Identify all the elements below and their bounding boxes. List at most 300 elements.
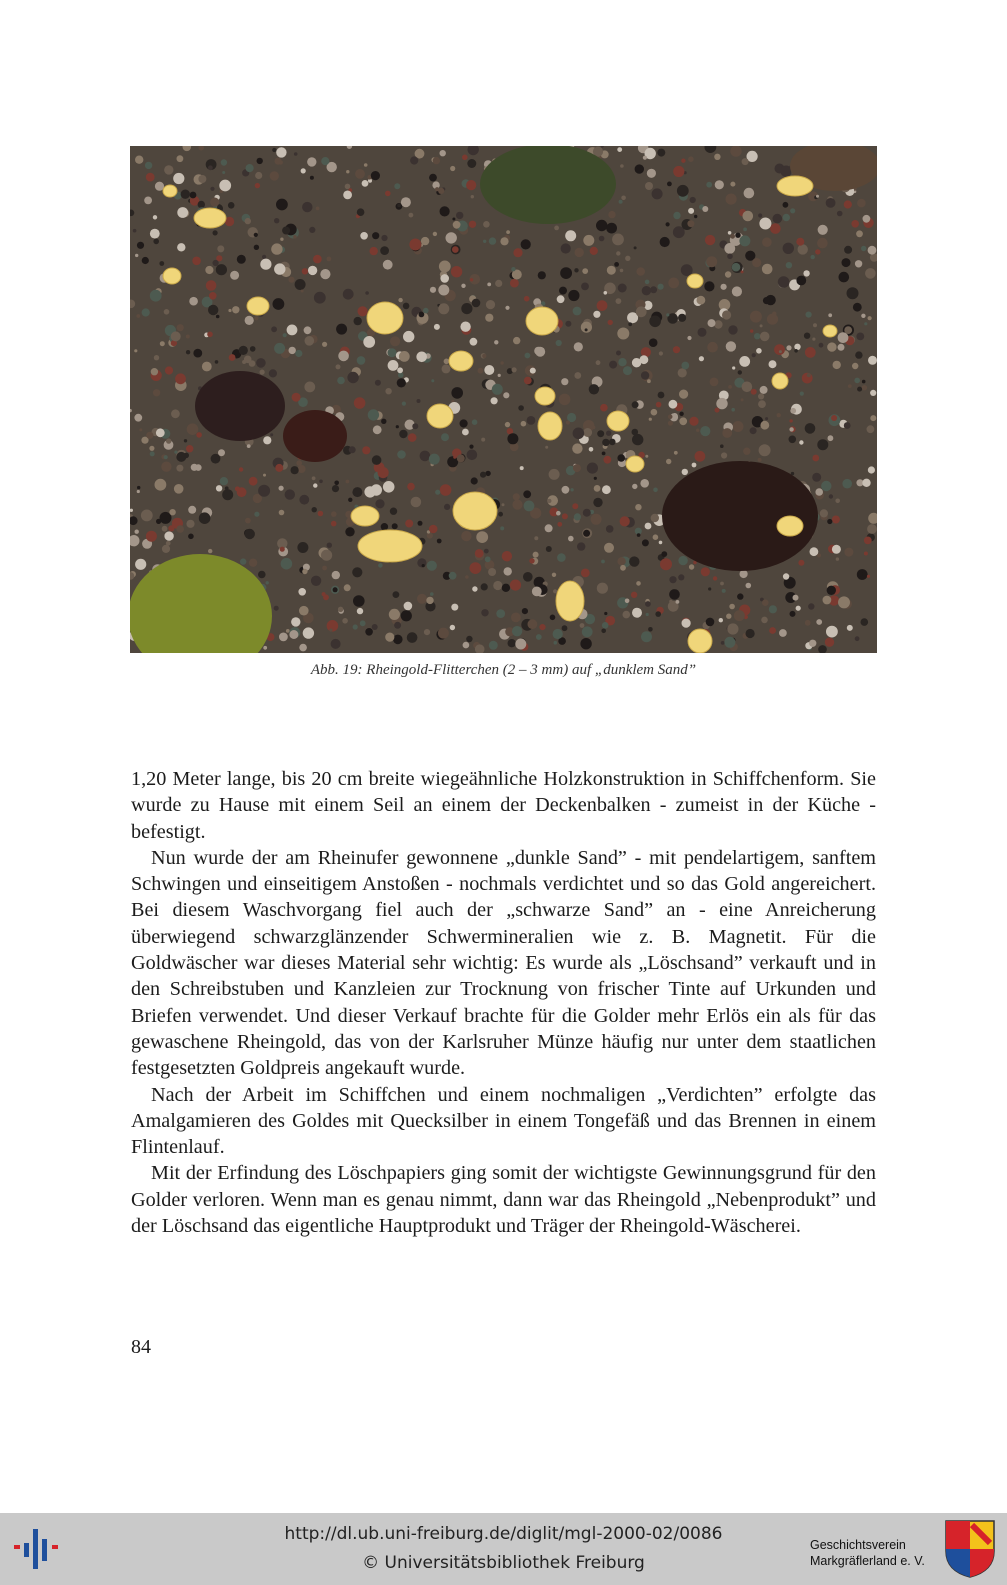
sand-grain [816, 195, 819, 198]
sand-grain [271, 326, 277, 332]
sand-grain [673, 166, 684, 177]
sand-grain [345, 184, 351, 190]
sand-grain [467, 450, 478, 461]
sand-grain [318, 511, 324, 517]
sand-grain [322, 342, 327, 347]
sand-grain [388, 360, 399, 371]
sand-grain [580, 638, 591, 649]
sand-grain [156, 428, 165, 437]
sand-grain [676, 600, 680, 604]
sand-grain [352, 487, 362, 497]
sand-grain [819, 343, 824, 348]
sand-grain [512, 626, 522, 636]
sand-grain [835, 499, 840, 504]
gold-flake [777, 516, 803, 536]
sand-grain [134, 349, 137, 352]
sand-grain [645, 455, 648, 458]
sand-grain [502, 551, 512, 561]
sand-grain [682, 619, 691, 628]
gold-flake [607, 411, 629, 431]
sand-grain [656, 402, 662, 408]
sand-grain [389, 609, 400, 620]
sand-grain [281, 558, 293, 570]
sand-grain [602, 439, 609, 446]
sand-grain [242, 360, 246, 364]
sand-grain [762, 237, 772, 247]
sand-grain [629, 556, 639, 566]
sand-grain [763, 297, 770, 304]
sand-grain [698, 328, 707, 337]
sand-grain [800, 392, 804, 396]
sand-grain [580, 623, 585, 628]
sand-grain [342, 618, 348, 624]
sand-grain [385, 633, 394, 642]
sand-grain [338, 607, 343, 612]
sand-grain [741, 398, 744, 401]
sand-grain [435, 490, 440, 495]
sand-grain [521, 239, 531, 249]
sand-grain [641, 371, 649, 379]
sand-grain [589, 384, 599, 394]
sand-grain [156, 519, 161, 524]
sand-grain [355, 169, 365, 179]
sand-grain [407, 632, 418, 643]
sand-grain [397, 378, 406, 387]
sand-grain [371, 171, 380, 180]
sand-grain [861, 314, 865, 318]
sand-grain [184, 439, 187, 442]
sand-grain [447, 456, 458, 467]
sand-grain [161, 462, 171, 472]
sand-grain [870, 415, 876, 421]
sand-grain [396, 425, 399, 428]
sand-grain [399, 430, 407, 438]
sand-grain [457, 454, 465, 462]
sand-grain [254, 512, 259, 517]
sand-grain [288, 277, 294, 283]
sand-grain [403, 331, 414, 342]
sand-grain [557, 553, 566, 562]
sand-grain [362, 180, 369, 187]
sand-grain [274, 343, 285, 354]
sand-grain [604, 456, 612, 464]
sand-grain [451, 604, 458, 611]
sand-grain [606, 431, 611, 436]
sand-grain [714, 154, 720, 160]
sand-grain [769, 360, 777, 368]
sand-grain [708, 587, 711, 590]
sand-grain [844, 200, 852, 208]
paragraph: Nun wurde der am Rheinufer gewonnene „dunkle Sand” - mit pendelartigem, sanftem Schwingen und einseitigem Anstoßen - nochmals verdichtet und so das Gold angereichert. Bei diesem Waschvorgang fiel auch der „schwarze Sand” an - eine Anreicherung überwiegend schwarzglänzender Schwermineralien wie z. B. Magnetit. Für die Goldwäscher war dieses Material sehr wichtig: Es wurde als „Löschsand” verkauft und in den Schreibstuben und Kanzleien zur Trocknung von frischer Tinte auf Urkunden und Briefen verwendet. Und dieser Verkauf brachte für die Golder mehr Erlös ein als für das gewaschene Rheingold, das von der Karlsruher Münze häufig nur unter dem staatlichen festgesetzten Goldpreis angekauft wurde. [131, 846, 876, 1080]
sand-grain [216, 315, 220, 319]
sand-grain [825, 638, 834, 647]
sand-grain [817, 238, 828, 249]
sand-grain [286, 629, 290, 633]
sand-grain [583, 428, 592, 437]
sand-image [130, 146, 877, 653]
sand-grain [856, 333, 864, 341]
sand-grain [659, 351, 663, 355]
sand-grain [266, 581, 269, 584]
sand-grain [616, 251, 620, 255]
sand-grain [512, 500, 522, 510]
sand-grain [762, 599, 769, 606]
sand-grain [625, 256, 630, 261]
sand-grain [427, 561, 437, 571]
sand-grain [812, 455, 819, 462]
sand-grain [438, 303, 449, 314]
sand-grain [678, 314, 686, 322]
sand-grain [706, 182, 712, 188]
sand-grain [390, 336, 400, 346]
sand-grain [673, 346, 680, 353]
sand-grain [149, 446, 154, 451]
sand-grain [863, 215, 871, 223]
sand-grain [573, 464, 581, 472]
gold-flake [538, 412, 562, 440]
sand-grain [368, 409, 379, 420]
sand-grain [438, 628, 449, 639]
sand-grain [235, 486, 240, 491]
sand-grain [827, 342, 836, 351]
sand-grain [411, 497, 422, 508]
sand-grain [309, 227, 315, 233]
sand-grain [135, 530, 139, 534]
sand-grain [726, 614, 731, 619]
sand-grain [556, 340, 562, 346]
sand-grain [256, 358, 266, 368]
sand-grain [338, 351, 349, 362]
sand-grain [502, 503, 505, 506]
sand-grain [449, 572, 457, 580]
sand-grain [354, 317, 362, 325]
sand-grain [594, 485, 601, 492]
sand-grain [618, 358, 626, 366]
gold-flake [427, 404, 453, 428]
sand-grain [193, 349, 202, 358]
sand-grain [562, 513, 568, 519]
sand-grain [332, 485, 339, 492]
sand-grain [828, 313, 832, 317]
sand-grain [137, 490, 140, 493]
sand-grain [735, 233, 740, 238]
society-name-line: Geschichtsverein [810, 1538, 906, 1552]
sand-grain [287, 325, 298, 336]
sand-grain [465, 575, 469, 579]
sand-grain [321, 550, 332, 561]
sand-grain [642, 286, 651, 295]
sand-grain [573, 307, 582, 316]
sand-grain [221, 159, 227, 165]
sand-grain [847, 287, 859, 299]
sand-grain [291, 466, 299, 474]
sand-grain [472, 586, 477, 591]
sand-grain [694, 215, 697, 218]
sand-grain [186, 520, 194, 528]
sand-grain [442, 364, 451, 373]
sand-grain [462, 429, 469, 436]
sand-grain [868, 316, 872, 320]
sand-grain [593, 498, 602, 507]
sand-grain [298, 588, 306, 596]
sand-grain [657, 149, 665, 157]
sand-grain [503, 392, 509, 398]
sand-grain [617, 147, 622, 152]
sand-grain [721, 641, 725, 645]
sand-grain [144, 197, 152, 205]
sand-grain [430, 592, 434, 596]
sand-grain [790, 611, 796, 617]
sand-grain [218, 449, 225, 456]
sand-grain [704, 281, 714, 291]
sand-grain [729, 604, 735, 610]
sand-grain [722, 589, 726, 593]
sand-grain [820, 509, 828, 517]
sand-grain [658, 284, 664, 290]
sand-grain [623, 611, 631, 619]
sand-grain [837, 211, 843, 217]
sand-grain [553, 589, 557, 593]
sand-grain [625, 599, 630, 604]
sand-grain [678, 556, 687, 565]
sand-grain [162, 526, 168, 532]
sand-grain [393, 635, 403, 645]
sand-grain [623, 366, 632, 375]
sand-grain [402, 402, 406, 406]
sand-grain [760, 324, 763, 327]
sand-grain [593, 311, 600, 318]
body-text [131, 766, 876, 1239]
sand-grain [690, 197, 696, 203]
sand-grain [546, 546, 552, 552]
sand-grain [807, 373, 811, 377]
sand-grain [494, 340, 498, 344]
sand-grain [169, 509, 175, 515]
sand-grain [589, 447, 594, 452]
sand-grain [136, 314, 140, 318]
sand-grain [462, 155, 468, 161]
sand-grain [574, 342, 583, 351]
permalink-url[interactable]: http://dl.ub.uni-freiburg.de/diglit/mgl-2000-02/0086 [284, 1524, 723, 1544]
sand-grain [520, 466, 524, 470]
sand-grain [456, 212, 463, 219]
sand-grain [210, 187, 214, 191]
sand-grain [478, 368, 484, 374]
sand-grain [746, 583, 752, 589]
sand-grain [482, 354, 486, 358]
sand-grain [647, 379, 651, 383]
sand-grain [716, 398, 727, 409]
sand-grain [472, 299, 481, 308]
sand-grain [668, 278, 679, 289]
sand-grain [758, 458, 762, 462]
sand-grain [510, 580, 521, 591]
sand-grain [620, 516, 630, 526]
sand-grain [394, 622, 401, 629]
sand-grain [842, 479, 852, 489]
gold-flake [535, 387, 555, 405]
sand-grain [372, 232, 379, 239]
sand-grain [276, 147, 286, 157]
sand-grain [673, 212, 680, 219]
sand-grain [770, 223, 781, 234]
sand-grain [209, 292, 217, 300]
sand-grain [495, 280, 502, 287]
sand-grain [513, 248, 522, 257]
sand-grain [524, 501, 535, 512]
sand-grain [343, 289, 354, 300]
sand-grain [292, 393, 301, 402]
sand-grain [276, 199, 288, 211]
sand-grain [786, 345, 791, 350]
sand-grain [257, 158, 263, 164]
sand-grain [381, 523, 388, 530]
sand-grain [742, 382, 753, 393]
gold-flakes-photo [130, 146, 877, 653]
sand-grain [806, 312, 812, 318]
sand-grain [706, 256, 717, 267]
sand-grain [667, 182, 672, 187]
gold-flake [194, 208, 226, 228]
sand-grain [868, 246, 877, 255]
sand-grain [634, 246, 637, 249]
sand-grain [206, 280, 217, 291]
sand-grain [817, 439, 828, 450]
sand-grain [661, 551, 667, 557]
sand-grain [299, 606, 309, 616]
sand-grain [838, 596, 850, 608]
sand-grain [574, 513, 581, 520]
sand-grain [139, 428, 142, 431]
sand-grain [812, 338, 815, 341]
sand-grain [210, 198, 219, 207]
sand-grain [512, 367, 517, 372]
sand-grain [827, 586, 836, 595]
sand-grain [302, 569, 307, 574]
sand-grain [752, 353, 756, 357]
sand-grain [187, 423, 199, 435]
sand-grain [186, 445, 193, 452]
sand-grain [720, 444, 724, 448]
sand-grain [581, 569, 590, 578]
sand-grain [549, 469, 560, 480]
sand-grain [177, 155, 184, 162]
sand-grain [754, 333, 760, 339]
gold-flake [687, 274, 703, 288]
sand-grain [868, 356, 877, 365]
sand-grain [378, 563, 383, 568]
sand-grain [596, 220, 607, 231]
sand-grain [565, 321, 571, 327]
sand-grain [575, 248, 584, 257]
sand-grain [199, 512, 211, 524]
sand-grain [838, 332, 849, 343]
sand-grain [177, 243, 185, 251]
sand-grain [302, 268, 308, 274]
sand-grain [818, 225, 828, 235]
sand-grain [590, 247, 598, 255]
sand-grain [741, 270, 744, 273]
sand-grain [864, 322, 867, 325]
sand-grain [154, 355, 159, 360]
sand-grain [511, 267, 515, 271]
sand-grain [732, 366, 735, 369]
sand-grain [778, 276, 790, 288]
sand-grain [815, 249, 820, 254]
sand-grain [557, 522, 562, 527]
sand-grain [424, 629, 430, 635]
sand-grain [867, 425, 875, 433]
sand-grain [653, 534, 659, 540]
sand-grain [600, 404, 608, 412]
sand-grain [510, 279, 519, 288]
sand-grain [659, 541, 663, 545]
sand-grain [186, 335, 190, 339]
sand-grain [669, 400, 678, 409]
sand-grain [783, 243, 794, 254]
sand-grain [635, 164, 644, 173]
sand-grain [606, 525, 614, 533]
sand-grain [560, 267, 572, 279]
sand-grain [847, 625, 853, 631]
sand-grain [470, 338, 478, 346]
sand-grain [483, 221, 490, 228]
sand-grain [701, 567, 710, 576]
sand-grain [844, 246, 852, 254]
sand-grain [515, 639, 526, 650]
sand-grain [171, 409, 180, 418]
sand-grain [280, 238, 283, 241]
sand-grain [346, 170, 349, 173]
sand-grain [216, 457, 220, 461]
sand-grain [249, 477, 258, 486]
sand-grain [789, 436, 797, 444]
sand-grain [794, 344, 800, 350]
sand-grain [208, 305, 218, 315]
sand-grain [554, 226, 559, 231]
sand-grain [666, 222, 670, 226]
sand-grain [489, 641, 498, 650]
sand-grain [582, 268, 588, 274]
sand-grain [783, 573, 789, 579]
sand-grain [695, 451, 706, 462]
sand-grain [619, 200, 623, 204]
sand-grain [597, 430, 604, 437]
sand-grain [308, 266, 317, 275]
sand-grain [533, 552, 539, 558]
sand-grain [799, 440, 803, 444]
sand-grain [831, 415, 837, 421]
sand-grain [423, 308, 429, 314]
sand-grain [572, 443, 582, 453]
sand-grain [237, 255, 246, 264]
sand-grain [786, 262, 792, 268]
sand-grain [279, 486, 284, 491]
sand-grain [681, 159, 685, 163]
sand-grain [159, 261, 164, 266]
sand-grain [313, 483, 317, 487]
sand-grain [730, 182, 735, 187]
sand-grain [681, 264, 693, 276]
sand-grain [319, 480, 323, 484]
sand-grain [554, 641, 558, 645]
sand-grain [440, 484, 452, 496]
sand-grain [383, 481, 395, 493]
sand-grain [719, 618, 723, 622]
sand-grain [761, 617, 768, 624]
sand-grain [765, 417, 768, 420]
sand-grain [803, 270, 809, 276]
